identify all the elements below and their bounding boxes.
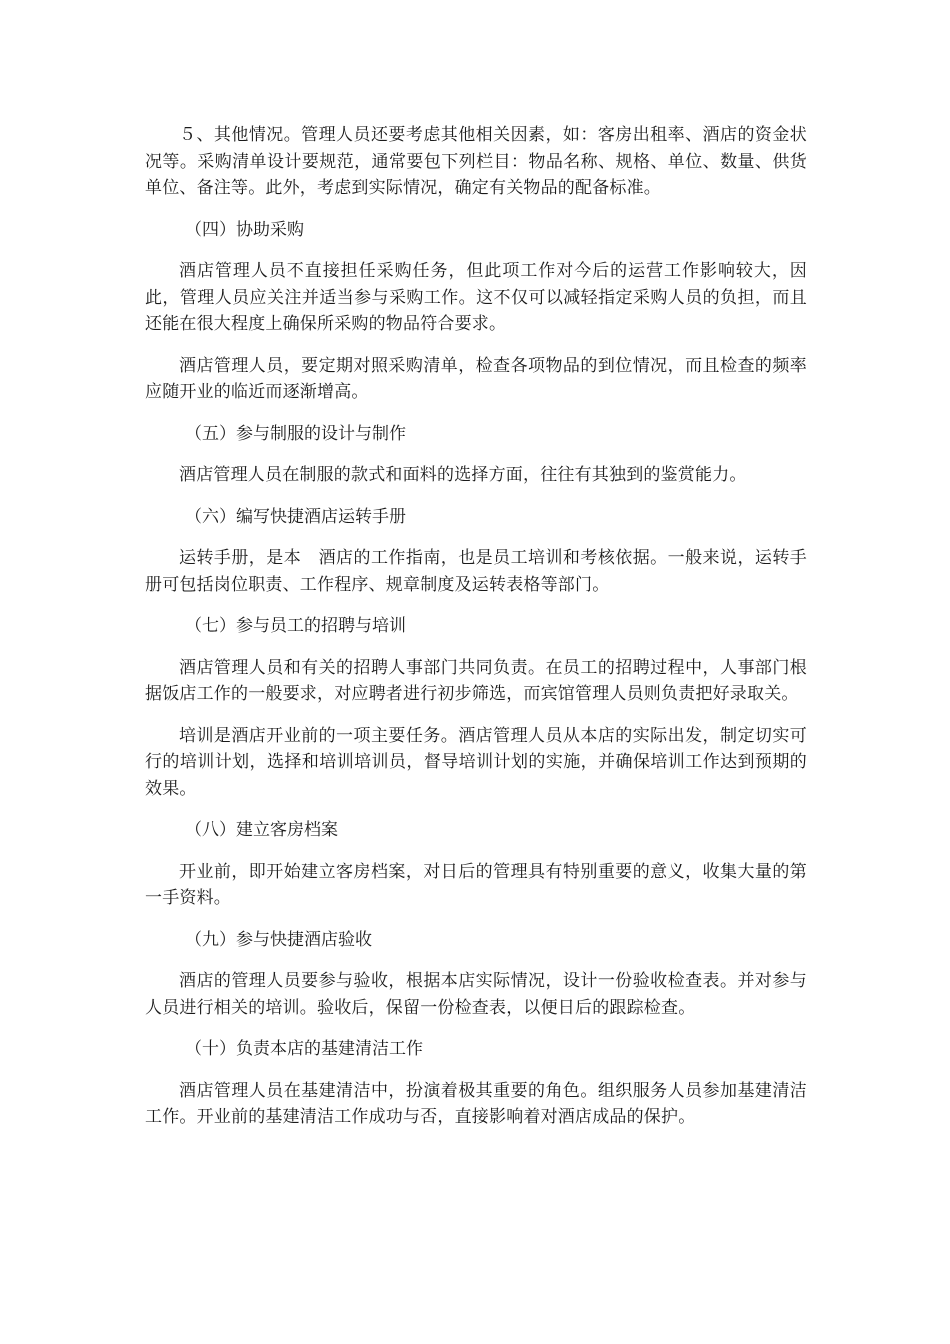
paragraph-acceptance: 酒店的管理人员要参与验收，根据本店实际情况，设计一份验收检查表。并对参与人员进行相关的培训。验收后，保留一份检查表，以便日后的跟踪检查。 xyxy=(145,971,807,1018)
section-heading-recruitment-training: （七）参与员工的招聘与培训 xyxy=(185,616,406,636)
section-heading-construction-cleaning: （十）负责本店的基建清洁工作 xyxy=(185,1039,423,1059)
paragraph-other-situations: ５、其他情况。管理人员还要考虑其他相关因素，如：客房出租率、酒店的资金状况等。采购清单设计要规范，通常要包下列栏目：物品名称、规格、单位、数量、供货单位、备注等。此外，考虑到实际情况，确定有关物品的配备标准。 xyxy=(145,125,807,198)
paragraph-operations-manual: 运转手册，是本 酒店的工作指南，也是员工培训和考核依据。一般来说，运转手册可包括岗位职责、工作程序、规章制度及运转表格等部门。 xyxy=(145,548,807,595)
section-heading-uniform-design: （五）参与制服的设计与制作 xyxy=(185,423,406,444)
paragraph-training: 培训是酒店开业前的一项主要任务。酒店管理人员从本店的实际出发，制定切实可行的培训计划，选择和培训培训员，督导培训计划的实施，并确保培训工作达到预期的效果。 xyxy=(145,725,807,799)
paragraph-recruitment: 酒店管理人员和有关的招聘人事部门共同负责。在员工的招聘过程中，人事部门根据饭店工作的一般要求，对应聘者进行初步筛选，而宾馆管理人员则负责把好录取关。 xyxy=(145,657,807,704)
section-heading-room-records: （八）建立客房档案 xyxy=(185,820,338,840)
paragraph-purchasing-role: 酒店管理人员不直接担任采购任务，但此项工作对今后的运营工作影响较大，因此，管理人员应关注并适当参与采购工作。这不仅可以减轻指定采购人员的负担，而且还能在很大程度上确保所采购的物品符合要求。 xyxy=(145,261,807,334)
section-heading-acceptance: （九）参与快捷酒店验收 xyxy=(185,929,372,950)
paragraph-room-records: 开业前，即开始建立客房档案，对日后的管理具有特别重要的意义，收集大量的第一手资料。 xyxy=(145,861,807,908)
paragraph-uniform: 酒店管理人员在制服的款式和面料的选择方面，往往有其独到的鉴赏能力。 xyxy=(179,465,747,485)
paragraph-construction-cleaning: 酒店管理人员在基建清洁中，扮演着极其重要的角色。组织服务人员参加基建清洁工作。开业前的基建清洁工作成功与否，直接影响着对酒店成品的保护。 xyxy=(145,1080,807,1127)
document-body xyxy=(145,122,807,1146)
paragraph-purchasing-check: 酒店管理人员，要定期对照采购清单，检查各项物品的到位情况，而且检查的频率应随开业的临近而逐渐增高。 xyxy=(145,355,807,402)
section-heading-assist-purchasing: （四）协助采购 xyxy=(185,219,304,240)
section-heading-operations-manual: （六）编写快捷酒店运转手册 xyxy=(185,506,406,527)
